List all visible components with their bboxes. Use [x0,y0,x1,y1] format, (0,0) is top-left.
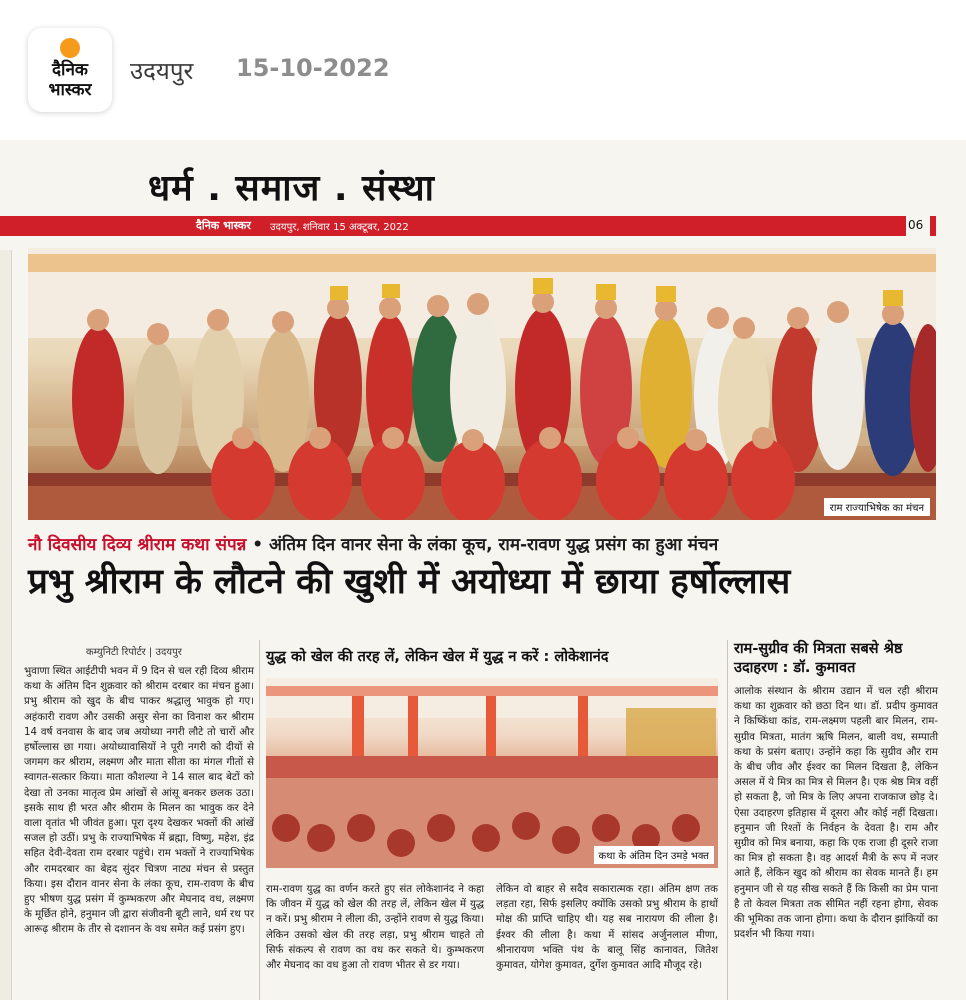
edition-date[interactable]: 15-10-2022 [236,54,390,82]
app-header [0,0,966,140]
main-photo-caption: राम राज्याभिषेक का मंचन [824,498,930,516]
kicker-highlight: नौ दिवसीय दिव्य श्रीराम कथा संपन्न [28,535,247,555]
page-strip [0,216,906,236]
adjacent-page-edge [0,250,12,1000]
page-number-marker [930,216,936,236]
logo-line1: दैनिक [52,60,88,80]
edition-city[interactable]: उदयपुर [130,57,194,85]
crowd-photo-graphic [266,678,718,868]
main-headline: प्रभु श्रीराम के लौटने की खुशी में अयोध्या में छाया हर्षोल्लास [28,562,791,602]
story-kicker [28,532,938,555]
crowd-photo-caption: कथा के अंतिम दिन उमड़े भक्त [594,846,715,864]
strip-paper-name: दैनिक भास्कर [196,219,251,232]
story2-headline: युद्ध को खेल की तरह लें, लेकिन खेल में युद्ध न करें : लोकेशानंद [266,649,609,665]
logo-sun-icon [60,38,80,58]
dainik-bhaskar-logo[interactable] [28,28,112,112]
main-photo [28,248,936,520]
newspaper-page [0,140,966,1000]
page-number: 06 [908,218,924,232]
crowd-photo [266,678,718,868]
strip-dateline: उदयपुर, शनिवार 15 अक्टूबर, 2022 [270,222,409,233]
story3-headline: राम-सुग्रीव की मित्रता सबसे श्रेष्ठ उदाहरण : डॉ. कुमावत [734,641,903,676]
column-rule [727,640,728,1000]
story2-body-col2: लेकिन वो बाहर से सदैव सकारात्मक रहा। अंतिम क्षण तक लड़ता रहा, सिर्फ इसलिए क्योंकि उसको प्रभु श्रीराम के हाथों मोक्ष की प्राप्ति चाहिए थी। यह सब नारायण की लीला है। ईश्वर की लीला है। कथा में सांसद अर्जुनलाल मीणा, श्रीनारायण भक्ति पंथ के बालू सिंह कानावत, जितेश कुमावत, योगेश कुमावत, दुर्गेश कुमावत आदि मौजूद रहे। [496,884,718,972]
story3-body: आलोक संस्थान के श्रीराम उद्यान में चल रही श्रीराम कथा का शुक्रवार को छठा दिन था। डॉ. प्रदीप कुमावत ने किष्किंधा कांड, राम-लक्ष्मण पहली बार मिलन, राम-सुग्रीव मित्रता, मातंग ऋषि मिलन, बाली वध, सम्पाती कथा के प्रसंग बताए। उन्होंने कहा कि सुग्रीव और राम के बीच जीव और ईश्वर का मिलन दिखता है, लेकिन असल में ये मित्र का मित्र से मिलन है। एक श्रेष्ठ मित्र वहीं हो सकता है, जो मित्र के लिए अपना राजकाज छोड़ दे। ऐसा उदाहरण इतिहास में दूसरा और कोई नहीं दिखता। हनुमान जी रिश्तों के निर्वहन के देवता है। राम और सुग्रीव को मित्र बनाया, कहा कि एक राजा ही दूसरे राजा का मित्र हो सकता है। वह आदर्श मैत्री के रूप में नजर आते हैं, लेकिन खुद को श्रीराम का सेवक मानते हैं। हम हनुमान जी से यह सीख सकते हैं कि किसी का प्रेम पाना है तो केवल मित्रता तक सीमित नहीं रहना होगा, सेवक की भूमिका तक जाना होगा। कथा के दौरान झांकियों का प्रदर्शन भी किया गया। [734,686,938,941]
story2-body-col1: राम-रावण युद्ध का वर्णन करते हुए संत लोकेशानंद ने कहा कि जीवन में युद्ध को खेल की तरह लें, लेकिन खेल में युद्ध न करें। प्रभु श्रीराम ने लीला की, उन्होंने रावण से युद्ध किया। लेकिन उसको खेल की तरह लड़ा, प्रभु श्रीराम चाहते तो सिर्फ संकल्प से रावण का वध कर सकते थे। कुम्भकरण और मेघनाद का वध हुआ तो रावण भीतर से डर गया। [266,884,484,972]
column-rule [259,640,260,1000]
section-title: धर्म . समाज . संस्था [148,168,436,209]
main-story-body: भुवाणा स्थित आईटीपी भवन में 9 दिन से चल रही दिव्य श्रीराम कथा के अंतिम दिन शुक्रवार को श्रीराम दरबार का मंचन हुआ। प्रभु श्रीराम को खुद के बीच पाकर श्रद्धालु भावुक हो गए। अहंकारी रावण और उसकी असुर सेना का विनाश कर श्रीराम 14 वर्ष वनवास के बाद जब अयोध्या नगरी लौटे तो चारों और हर्षोल्लास छा गया। अयोध्यावासियों ने पूरी नगरी को दीयों से जगमग कर श्रीराम, लक्ष्मण और माता सीता का मंगल गीतों से स्वागत-सत्कार किया। माता कौशल्या ने 14 साल बाद बेटों को देखा तो उनका मातृत्व प्रेम आंखों से आंसू बनकर छलक उठा। इसके साथ ही भरत और श्रीराम के मिलन का भावुक कर देने वाला वृतांत भी जीवंत हुआ। पूरा दृश्य देखकर भक्तों की आंखें सजल हो उठीं। प्रभु के राज्याभिषेक में ब्रह्मा, विष्णु, महेश, इंद्र सहित देवी-देवता राम दरबार पहुंचे। राम भक्तों ने राज्याभिषेक और रामदरबार का बेहद सुंदर चित्रण नाट्य मंचन से प्रस्तुत किया। इस दौरान वानर सेना के लंका कूच, राम-रावण के बीच हुए भीषण युद्ध प्रसंग में कुम्भकरण और मेघनाद वध, लक्ष्मण के मूर्छित होने, हनुमान जी द्वारा संजीवनी बूटी लाने, धर्म रथ पर आरूढ़ श्रीराम के तीर से दशानन के वध समेत कई प्रसंग हुए। [24,666,254,936]
byline: कम्युनिटी रिपोर्टर | उदयपुर [86,647,182,658]
logo-line2: भास्कर [48,80,92,100]
stage-photo-graphic [28,248,936,520]
kicker-text: • अंतिम दिन वानर सेना के लंका कूच, राम-रावण युद्ध प्रसंग का हुआ मंचन [246,535,719,555]
